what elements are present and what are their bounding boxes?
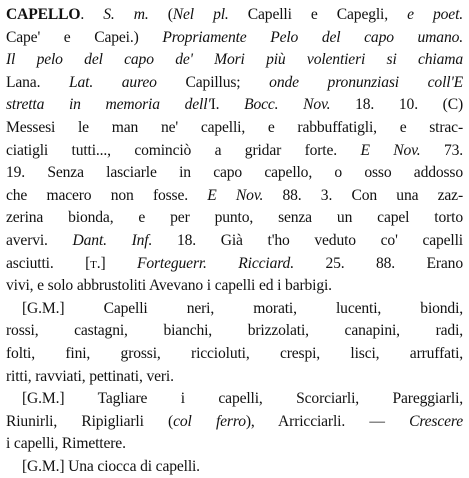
quotation: avervi. <box>6 231 73 249</box>
pronunciation-note: stretta in memoria dell' <box>6 96 211 114</box>
text-run: Cape' e Capei.) <box>6 28 163 46</box>
entry-line <box>6 388 463 411</box>
entry-line <box>6 253 463 276</box>
pronunciation-note: onde pronunziasi coll'E <box>269 73 464 91</box>
text-run: 73. <box>420 141 463 159</box>
entry-line <box>6 4 463 27</box>
usage-paragraph: [G.M.] Tagliare i capelli, Scorciarli, Pareggiarli, <box>22 390 463 408</box>
headword: CAPELLO <box>6 6 81 23</box>
citation-source: E Nov. <box>360 141 421 159</box>
usage-note: Crescere <box>409 412 463 430</box>
quotation: vivi, e solo abbrustoliti Avevano i capelli ed i barbigi. <box>6 277 332 295</box>
grammar-label: S. m. <box>103 6 149 23</box>
usage-note: col ferro <box>173 412 246 430</box>
usage-paragraph: folti, fini, grossi, riccioluti, crespi, lisci, arruffati, <box>6 344 463 362</box>
definition: Il pelo del capo de' Mori più volentieri si chiama <box>6 51 463 69</box>
entry-line <box>6 27 463 50</box>
grammar-label: Nel pl. <box>172 6 229 23</box>
text-run: . <box>80 6 104 23</box>
quotation: 88. 3. Con una zaz- <box>263 186 463 204</box>
quotation: 19. Senza lasciarle in capo capello, o osso addosso <box>6 164 463 182</box>
entry-line <box>6 94 463 117</box>
usage-paragraph: Riunirli, Ripigliarli ( <box>6 412 174 430</box>
citation-source: Forteguerr. Ricciard. <box>136 254 294 272</box>
etymology-label: Lat. aureo <box>69 73 157 91</box>
quotation: asciutti. [ <box>6 254 91 272</box>
usage-paragraph: [G.M.] Una ciocca di capelli. <box>22 457 200 475</box>
quotation: zerina bionda, e per punto, senza un capel torto <box>6 209 463 227</box>
grammar-label: e poet. <box>407 6 463 23</box>
text-run: I. <box>210 96 245 114</box>
entry-line <box>6 275 463 298</box>
usage-paragraph: i capelli, Rimettere. <box>6 435 126 453</box>
text-run: Capillus; <box>156 73 270 91</box>
definition: Propriamente Pelo del capo umano. <box>162 28 463 46</box>
entry-line <box>6 72 463 95</box>
entry-line <box>6 117 463 140</box>
entry-line <box>6 343 463 366</box>
citation-source: E Nov. <box>207 186 264 204</box>
entry-line <box>6 230 463 253</box>
text-run: ] <box>100 254 137 272</box>
entry-line <box>6 298 463 321</box>
citation-source: Bocc. Nov. <box>244 96 331 114</box>
text-run: ( <box>148 6 173 23</box>
entry-line <box>6 162 463 185</box>
text-run: 18. 10. (C) <box>330 96 463 114</box>
usage-paragraph: rossi, castagni, bianchi, brizzolati, canapini, radi, <box>6 322 463 340</box>
quotation: Messesi le man ne' capelli, e rabbuffatigli, e strac- <box>6 118 463 136</box>
quotation: che macero non fosse. <box>6 186 208 204</box>
text-run: Capelli e Capegli, <box>228 6 408 23</box>
entry-line <box>6 207 463 230</box>
usage-paragraph: ), Arricciarli. — <box>245 412 410 430</box>
text-run: Lana. <box>6 73 69 91</box>
entry-line <box>6 411 463 434</box>
entry-line <box>6 456 463 478</box>
entry-line <box>6 185 463 208</box>
entry-line <box>6 49 463 72</box>
entry-line <box>6 366 463 389</box>
usage-paragraph: [G.M.] Capelli neri, morati, lucenti, biondi, <box>22 299 463 317</box>
editor-mark: t. <box>90 254 101 272</box>
quotation: 18. Già t'ho veduto co' capelli <box>152 231 463 249</box>
citation-source: Dant. Inf. <box>72 231 153 249</box>
entry-line <box>6 320 463 343</box>
quotation: ciatigli tutti..., cominciò a gridar forte. <box>6 141 361 159</box>
entry-line <box>6 140 463 163</box>
text-run: 25. 88. Erano <box>293 254 463 272</box>
entry-line <box>6 433 463 456</box>
usage-paragraph: ritti, ravviati, pettinati, veri. <box>6 367 174 385</box>
